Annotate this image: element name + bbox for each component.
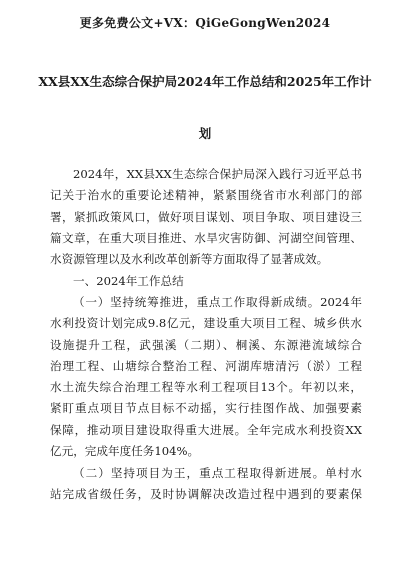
text-line: 记关于治水的重要论述精神，紧紧围绕省市水利部门的部 (50, 188, 362, 203)
section-heading (50, 271, 362, 292)
text-line: 亿元，完成年度任务104%。 (50, 444, 200, 459)
document-title-continued: 划 (198, 126, 212, 141)
promo-header: 更多免费公文+VX：QiGeGongWen2024 (79, 16, 331, 30)
text-line: 篇文章，在重大项目推进、水旱灾害防御、河湖空间管理、 (50, 230, 362, 245)
section-heading-text: 一、2024年工作总结 (73, 273, 184, 288)
text-line: （二）坚持项目为王，重点工程取得新进展。单村水 (73, 465, 362, 480)
text-line: 站完成省级任务，及时协调解决改造过程中遇到的要素保 (50, 486, 362, 501)
paragraph-work-summary-2 (50, 463, 362, 506)
paragraph-intro (50, 164, 362, 270)
text-line: 紧盯重点项目节点目标不动摇，实行挂图作战、加强要素 (50, 401, 362, 416)
text-line: 水利投资计划完成9.8亿元，建设重大项目工程、城乡供水 (50, 316, 362, 331)
text-line: 署，紧抓政策风口，做好项目谋划、项目争取、项目建设三 (50, 209, 362, 224)
paragraph-work-summary-1 (50, 292, 362, 462)
text-line: 水土流失综合治理工程等水利工程项目13个。年初以来， (50, 380, 362, 395)
text-line: （一）坚持统筹推进，重点工作取得新成绩。2024年 (73, 295, 362, 309)
text-line: 水资源管理以及水利改革创新等方面取得了显著成效。 (50, 252, 329, 267)
text-line: 2024年，XX县XX生态综合保护局深入践行习近平总书 (73, 167, 362, 181)
text-line: 治理工程、山塘综合整治工程、河湖库塘清污（淤）工程 (50, 358, 362, 373)
document-title: XX县XX生态综合保护局2024年工作总结和2025年工作计 (38, 74, 372, 89)
text-line: 保障，推动项目建设取得重大进展。全年完成水利投资XX (50, 422, 362, 437)
text-line: 设施提升工程，武强溪（二期）、桐溪、东源港流域综合 (50, 337, 362, 352)
